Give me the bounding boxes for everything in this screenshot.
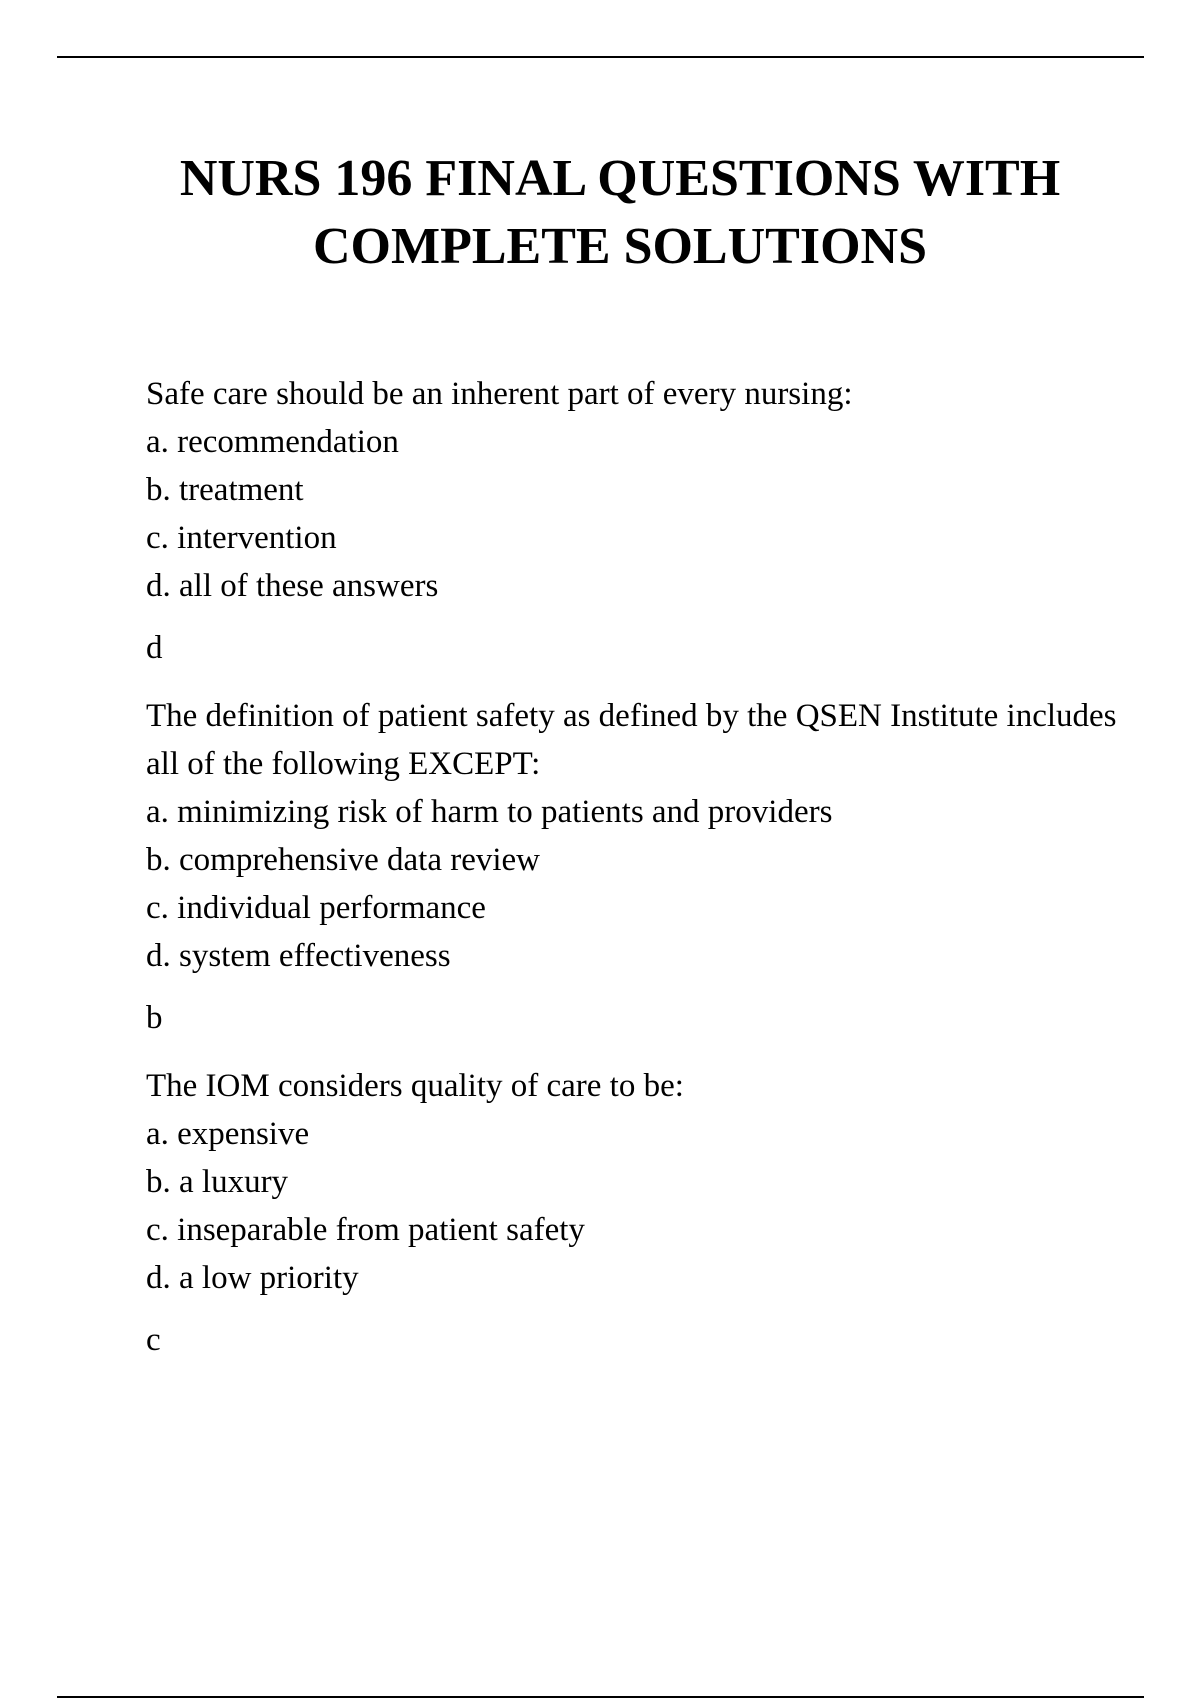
option-a: a. expensive [146, 1116, 310, 1152]
option-b: b. a luxury [146, 1164, 289, 1200]
option-d: d. system effectiveness [146, 938, 451, 974]
document-title [0, 145, 1200, 281]
question-block-2 [146, 692, 1156, 1042]
option-b: b. comprehensive data review [146, 842, 541, 878]
option-list [146, 1110, 1156, 1302]
option-d: d. a low priority [146, 1260, 359, 1296]
option-d: d. all of these answers [146, 568, 439, 604]
question-text: The definition of patient safety as defined by the QSEN Institute includes all of the following EXCEPT: [146, 698, 1117, 782]
option-b: b. treatment [146, 472, 304, 508]
option-c: c. intervention [146, 520, 337, 556]
question-text: The IOM considers quality of care to be: [146, 1068, 684, 1104]
option-c: c. individual performance [146, 890, 486, 926]
option-c: c. inseparable from patient safety [146, 1212, 585, 1248]
answer-text: d [146, 630, 163, 666]
option-a: a. minimizing risk of harm to patients and providers [146, 794, 833, 830]
option-list [146, 788, 1156, 980]
option-list [146, 418, 1156, 610]
bottom-divider [57, 1696, 1144, 1698]
question-block-1 [146, 370, 1156, 672]
option-a: a. recommendation [146, 424, 399, 460]
document-title-line-1: NURS 196 FINAL QUESTIONS WITH [179, 150, 1061, 207]
document-title-line-2: COMPLETE SOLUTIONS [312, 218, 928, 275]
question-text: Safe care should be an inherent part of every nursing: [146, 376, 853, 412]
answer-text: c [146, 1322, 161, 1358]
answer-text: b [146, 1000, 163, 1036]
question-block-3 [146, 1062, 1156, 1364]
question-list [146, 370, 1156, 1384]
top-divider [57, 56, 1144, 58]
